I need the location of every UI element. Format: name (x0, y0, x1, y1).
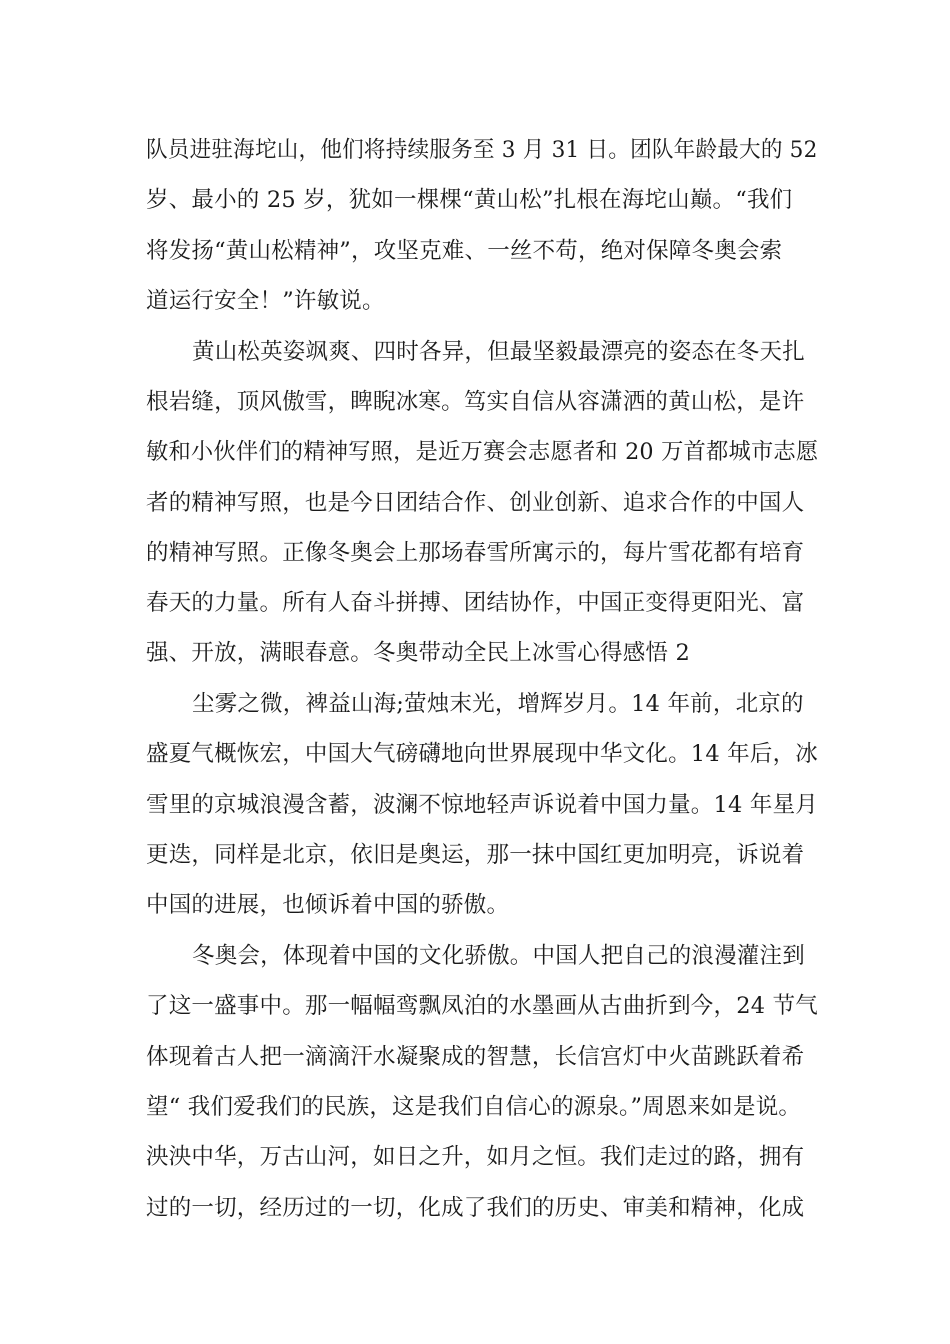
text-line: 泱泱中华，万古山河，如日之升，如月之恒。我们走过的路，拥有 (146, 1144, 805, 1170)
text-line: 春天的力量。所有人奋斗拼搏、团结协作，中国正变得更阳光、富 (146, 590, 805, 616)
text-line: 将发扬“黄山松精神”，攻坚克难、一丝不苟，绝对保障冬奥会索 (146, 238, 783, 264)
text-line: 中国的进展，也倾诉着中国的骄傲。 (146, 892, 510, 918)
text-line: 雪里的京城浪漫含蓄，波澜不惊地轻声诉说着中国力量。14 年星月 (146, 792, 818, 818)
text-line: 望“ 我们爱我们的民族，这是我们自信心的源泉。”周恩来如是说。 (146, 1094, 802, 1120)
text-line: 者的精神写照，也是今日团结合作、创业创新、追求合作的中国人 (146, 490, 805, 516)
text-line: 岁、最小的 25 岁，犹如一棵棵“黄山松”扎根在海坨山巅。“我们 (146, 187, 793, 213)
text-line: 了这一盛事中。那一幅幅鸾飘凤泊的水墨画从古曲折到今，24 节气 (146, 993, 818, 1019)
text-line: 根岩缝，顶风傲雪，睥睨冰寒。笃实自信从容潇洒的黄山松，是许 (146, 389, 805, 415)
text-line: 的精神写照。正像冬奥会上那场春雪所寓示的，每片雪花都有培育 (146, 540, 805, 566)
paragraph-first-line: 尘雾之微，裨益山海;萤烛末光，增辉岁月。14 年前，北京的 (192, 691, 804, 717)
text-line: 盛夏气概恢宏，中国大气磅礴地向世界展现中华文化。14 年后，冰 (146, 741, 818, 767)
text-line: 道运行安全！”许敏说。 (146, 288, 385, 314)
text-line: 强、开放，满眼春意。冬奥带动全民上冰雪心得感悟 2 (146, 640, 690, 666)
text-line: 敏和小伙伴们的精神写照，是近万赛会志愿者和 20 万首都城市志愿 (146, 439, 819, 465)
text-line: 队员进驻海坨山，他们将持续服务至 3 月 31 日。团队年龄最大的 52 (146, 137, 818, 163)
paragraph-first-line: 冬奥会，体现着中国的文化骄傲。中国人把自己的浪漫灌注到 (192, 943, 805, 969)
paragraph-first-line: 黄山松英姿飒爽、四时各异，但最坚毅最漂亮的姿态在冬天扎 (192, 339, 805, 365)
text-line: 体现着古人把一滴滴汗水凝聚成的智慧，长信宫灯中火苗跳跃着希 (146, 1044, 805, 1070)
text-line: 过的一切，经历过的一切，化成了我们的历史、审美和精神，化成 (146, 1195, 805, 1221)
text-line: 更迭，同样是北京，依旧是奥运，那一抹中国红更加明亮，诉说着 (146, 842, 805, 868)
